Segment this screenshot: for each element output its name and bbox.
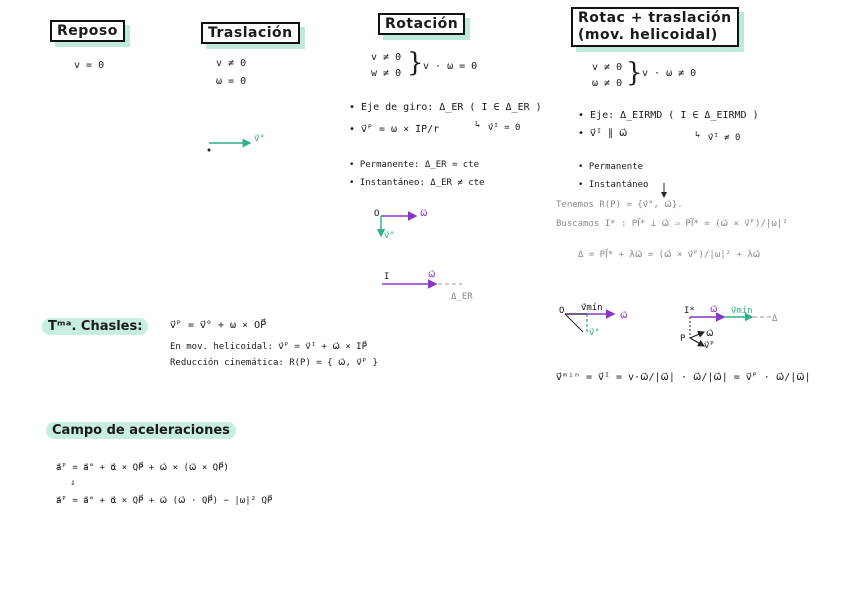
helicoidal-tenemos: Tenemos R(P) = {v⃗°, ω⃗}. <box>556 200 683 210</box>
chasles-helicoidal: En mov. helicoidal: v⃗ᴾ = v⃗ᴵ + ω⃗ × IP⃗ <box>170 342 368 352</box>
helicoidal-d2-p: P <box>680 334 686 344</box>
reposo-title: Reposo <box>50 20 125 42</box>
traslacion-title: Traslación <box>201 22 300 44</box>
helicoidal-d2-w2-arrow <box>690 332 704 338</box>
rotacion-vi: v⃗ᴵ = 0 <box>488 123 521 133</box>
helicoidal-vmin-eq: v⃗ᵐⁱⁿ = v⃗ᴵ = v·ω⃗/|ω⃗| · ω⃗/|ω⃗| = v⃗ᴾ · ω⃗/|ω⃗| <box>556 372 811 383</box>
helicoidal-vi: v⃗ᴵ ≠ 0 <box>708 133 741 143</box>
rotacion-diagram-w: ω⃗ <box>420 209 428 219</box>
traslacion-vector-label: v⃗° <box>254 134 265 144</box>
rotacion-diagram-i: I <box>384 272 390 282</box>
helicoidal-d2-vp: v⃗ᴾ <box>704 341 715 351</box>
rotacion-permanente: • Permanente: Δ_ER = cte <box>349 160 480 170</box>
rotacion-diagram-o: O <box>374 209 380 219</box>
helicoidal-d2-vp-arrow <box>690 338 704 346</box>
traslacion-origin-dot <box>208 149 211 152</box>
rotacion-w: w ≠ 0 <box>371 68 402 79</box>
helicoidal-condition: v · ω ≠ 0 <box>642 68 697 79</box>
helicoidal-w: ω ≠ 0 <box>592 78 623 89</box>
helicoidal-d2-w: ω⃗ <box>710 305 718 315</box>
rotacion-diagram-w2: ω⃗ <box>428 270 436 280</box>
helicoidal-title: Rotac + traslación (mov. helicoidal) <box>571 7 739 47</box>
rotacion-diagram-vo: v⃗° <box>384 231 395 241</box>
helicoidal-d2-w2: ω⃗ <box>706 329 714 339</box>
aceleraciones-title: Campo de aceleraciones <box>46 422 236 439</box>
aceleraciones-arrow: ⇓ <box>70 478 76 488</box>
helicoidal-d2-vmin: v⃗mín <box>731 306 753 316</box>
chasles-equation: v⃗ᴾ = v⃗° + ω × OP⃗ <box>170 320 267 331</box>
rotacion-brace: } <box>407 48 424 78</box>
helicoidal-d1-diag <box>565 314 583 332</box>
rotacion-eje: • Eje de giro: Δ_ER ( I ∈ Δ_ER ) <box>349 102 542 113</box>
helicoidal-d1-w: ω⃗ <box>620 311 628 321</box>
helicoidal-d2-delta: Δ <box>772 314 778 324</box>
rotacion-instantaneo: • Instantáneo: Δ_ER ≠ cte <box>349 178 485 188</box>
helicoidal-brace: } <box>626 58 643 88</box>
helicoidal-delta-eq: Δ = PI⃗* + λω⃗ = (ω⃗ × v⃗ᴾ)/|ω|² + λω⃗ <box>578 250 761 260</box>
chasles-reduccion: Reducción cinemática: R(P) = { ω⃗, v⃗ᴾ } <box>170 358 378 368</box>
helicoidal-hook-arrow: ↳ <box>695 130 701 140</box>
rotacion-v: v ≠ 0 <box>371 52 402 63</box>
helicoidal-d1-o: O <box>559 306 565 316</box>
rotacion-condition: v · ω = 0 <box>423 61 478 72</box>
rotacion-hook-arrow: ↳ <box>475 120 481 130</box>
helicoidal-buscamos: Buscamos I* : PI⃗* ⊥ ω⃗ ⇒ PI⃗* = (ω⃗ × v⃗ᴾ)/|ω|² <box>556 219 788 229</box>
helicoidal-permanente: • Permanente <box>578 162 644 172</box>
aceleraciones-eq1: a⃗ᴾ = a⃗° + α⃗ × QP⃗ + ω⃗ × (ω⃗ × QP⃗) <box>56 463 229 473</box>
helicoidal-parallel: • v⃗ᴵ ∥ ω⃗ <box>578 128 628 139</box>
aceleraciones-eq2: a⃗ᴾ = a⃗° + α⃗ × QP⃗ + ω⃗ (ω⃗ · QP⃗) − |ω|² QP⃗ <box>56 496 273 506</box>
rotacion-vp: • v⃗ᴾ = ω × IP/r <box>349 124 440 135</box>
helicoidal-v: v ≠ 0 <box>592 62 623 73</box>
rotacion-diagram-der: Δ_ER <box>451 292 473 302</box>
helicoidal-eje: • Eje: Δ_EIRMD ( I ∈ Δ_EIRMD ) <box>578 110 759 121</box>
helicoidal-d1-vmin: v⃗mín <box>581 303 603 313</box>
helicoidal-d1-vo: v⃗° <box>589 328 600 338</box>
chasles-title: Tᵐᵃ. Chasles: <box>42 318 148 335</box>
traslacion-v: v ≠ 0 <box>216 58 247 69</box>
reposo-velocity: v = 0 <box>74 60 105 71</box>
helicoidal-d2-i: I* <box>684 306 695 316</box>
traslacion-w: ω = 0 <box>216 76 247 87</box>
rotacion-title: Rotación <box>378 13 465 35</box>
helicoidal-instantaneo: • Instantáneo <box>578 180 649 190</box>
